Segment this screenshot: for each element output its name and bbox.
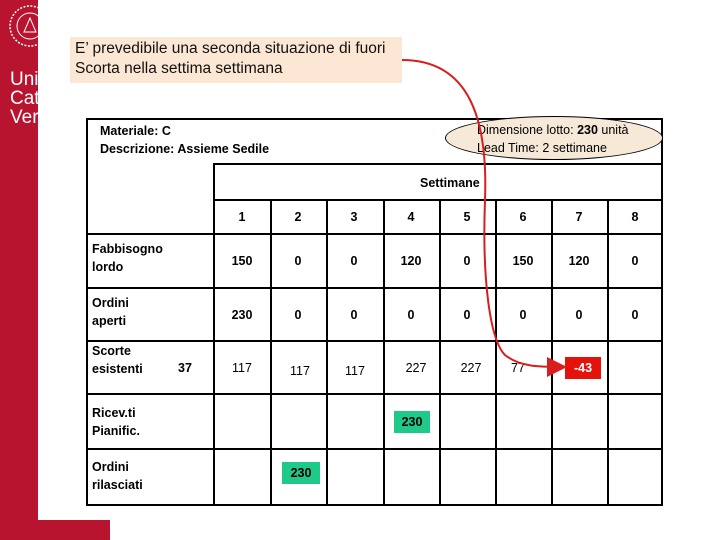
logo-word-2: Cat xyxy=(10,88,40,109)
open-order-cell: 0 xyxy=(463,308,471,322)
initial-stock-value: 37 xyxy=(178,361,192,375)
gross-requirement-cell: 150 xyxy=(512,254,534,268)
open-order-cell: 0 xyxy=(294,308,302,322)
lot-size-value: 230 xyxy=(577,123,598,137)
stock-cell: 227 xyxy=(405,361,427,375)
row-label-line: Pianific. xyxy=(92,424,140,438)
open-order-cell: 0 xyxy=(575,308,583,322)
row-label-line: lordo xyxy=(92,260,124,274)
gross-requirement-cell: 120 xyxy=(568,254,590,268)
gross-requirement-cell: 0 xyxy=(350,254,358,268)
row-label-line: Fabbisogno xyxy=(92,242,163,256)
row-label-line: Ordini xyxy=(92,296,129,310)
logo-word-1: Uni xyxy=(10,69,39,90)
row-label-line: rilasciati xyxy=(92,478,143,492)
week-number: 4 xyxy=(407,210,415,224)
week-number: 5 xyxy=(463,210,471,224)
row-label-line: aperti xyxy=(92,314,127,328)
released-order-badge: 230 xyxy=(282,462,320,484)
week-number: 3 xyxy=(350,210,358,224)
lead-time-info: Lead Time: 2 settimane xyxy=(477,141,607,155)
lot-size-label: Dimensione lotto: xyxy=(477,123,578,137)
gross-requirement-cell: 150 xyxy=(231,254,253,268)
open-order-cell: 230 xyxy=(231,308,253,322)
description-label: Descrizione: Assieme Sedile xyxy=(100,142,270,156)
gross-requirement-cell: 120 xyxy=(400,254,422,268)
stockout-alert-badge: -43 xyxy=(565,357,601,379)
stock-cell: 117 xyxy=(345,364,365,378)
gross-requirement-cell: 0 xyxy=(463,254,471,268)
row-label-line: Ordini xyxy=(92,460,129,474)
week-number: 1 xyxy=(238,210,246,224)
week-number: 7 xyxy=(575,210,583,224)
weeks-header: Settimane xyxy=(420,176,480,190)
lot-size-unit: unità xyxy=(597,123,629,137)
logo-word-3: Ver xyxy=(10,107,39,128)
material-label: Materiale: C xyxy=(100,124,171,138)
callout-line-1: E’ prevedibile una seconda situazione di fuori xyxy=(75,40,386,57)
week-number: 6 xyxy=(519,210,527,224)
row-label-line: esistenti xyxy=(92,362,143,376)
gross-requirement-cell: 0 xyxy=(294,254,302,268)
stock-cell: 77 xyxy=(511,361,525,375)
gross-requirement-cell: 0 xyxy=(631,254,639,268)
week-number: 2 xyxy=(294,210,302,224)
planned-receipt-badge: 230 xyxy=(394,411,430,433)
week-number: 8 xyxy=(631,210,639,224)
open-order-cell: 0 xyxy=(407,308,415,322)
open-order-cell: 0 xyxy=(631,308,639,322)
row-label-line: Ricev.ti xyxy=(92,406,136,420)
callout-line-2: Scorta nella settima settimana xyxy=(75,60,283,77)
open-order-cell: 0 xyxy=(519,308,527,322)
arrow-path xyxy=(402,60,563,367)
stock-cell: 117 xyxy=(232,361,252,375)
stock-cell: 117 xyxy=(290,364,310,378)
stock-cell: 227 xyxy=(460,361,482,375)
row-label-line: Scorte xyxy=(92,344,131,358)
open-order-cell: 0 xyxy=(350,308,358,322)
